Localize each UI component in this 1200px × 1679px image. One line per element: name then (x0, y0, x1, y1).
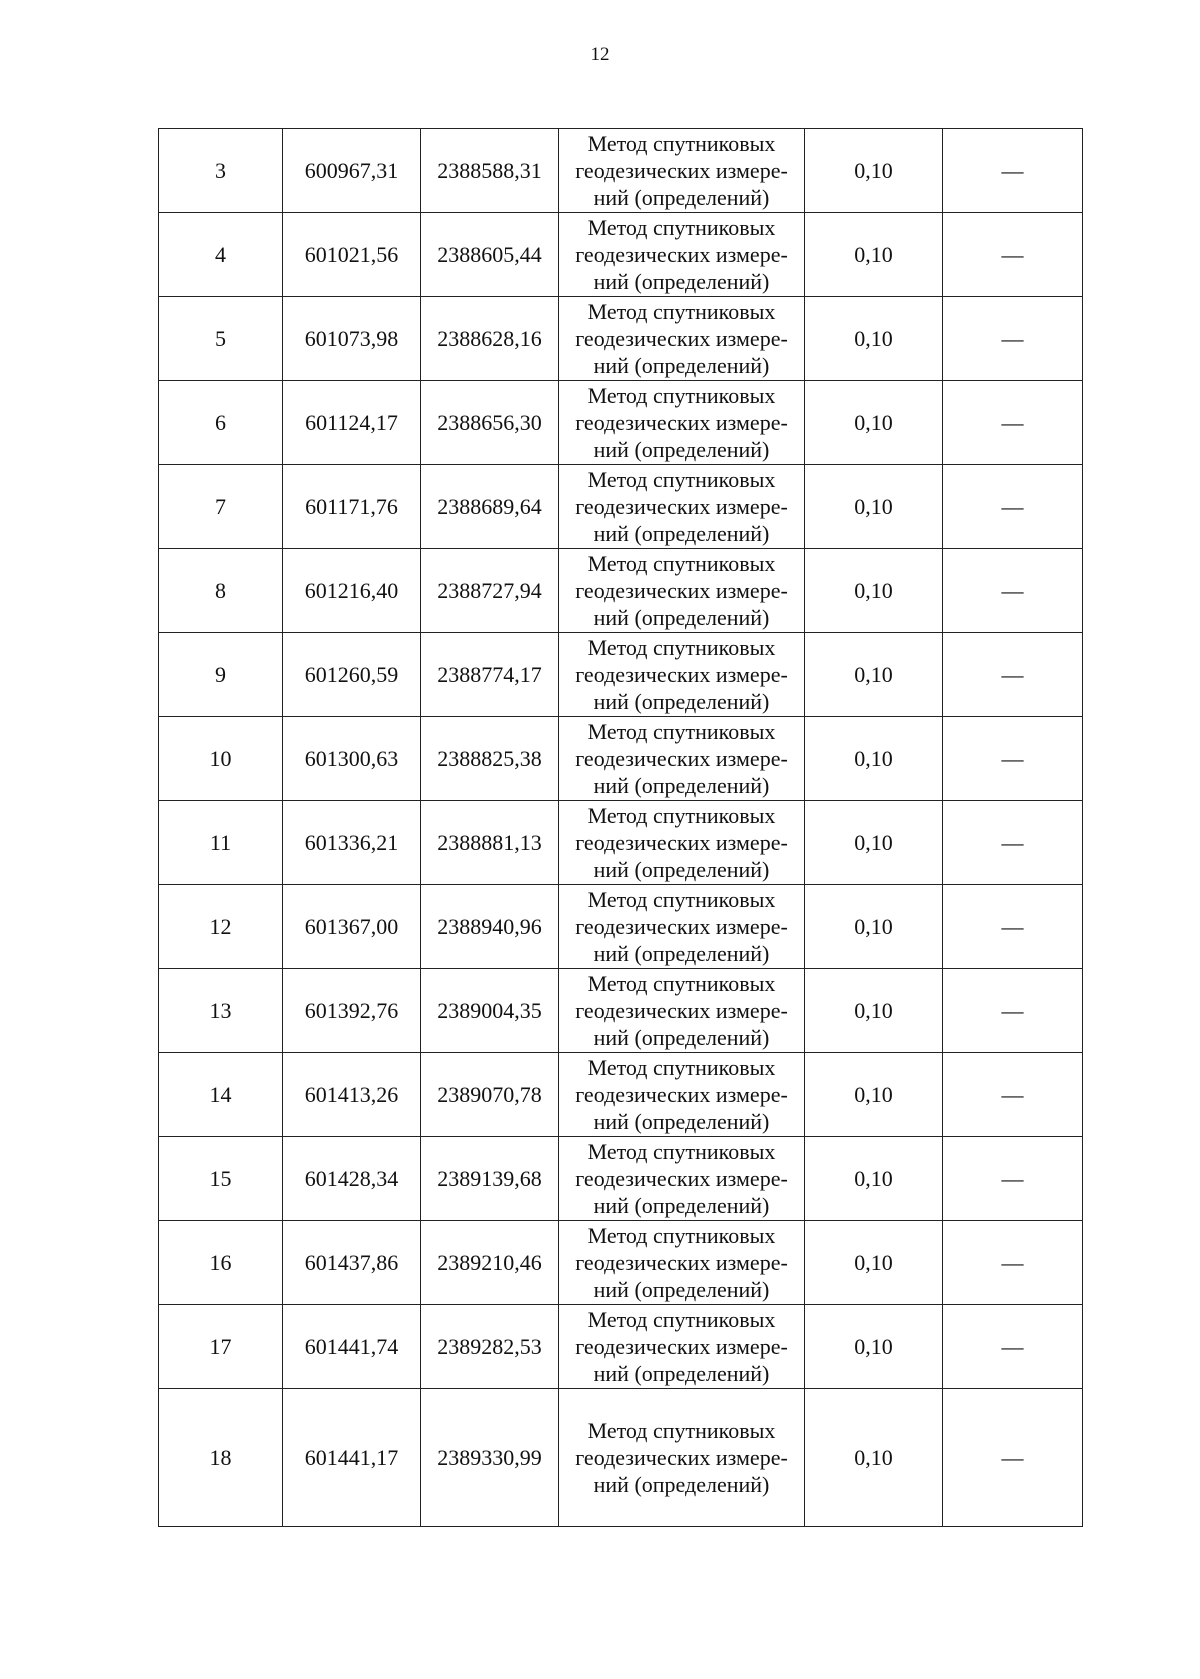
method-cell (559, 297, 805, 381)
x-coordinate-cell: 601216,40 (283, 549, 421, 633)
y-coordinate-cell: 2388689,64 (421, 465, 559, 549)
note-cell: — (943, 1137, 1083, 1221)
method-line: геодезических измере- (575, 1166, 788, 1191)
method-line: Метод спутниковых (587, 1139, 776, 1164)
method-line: геодезических измере- (575, 1334, 788, 1359)
y-coordinate-cell: 2388628,16 (421, 297, 559, 381)
table-row (159, 213, 1083, 297)
y-coordinate-cell: 2389004,35 (421, 969, 559, 1053)
table-row (159, 1137, 1083, 1221)
method-cell (559, 885, 805, 969)
method-cell (559, 1137, 805, 1221)
method-line: ний (определений) (593, 1193, 770, 1218)
note-cell: — (943, 1053, 1083, 1137)
note-cell: — (943, 1305, 1083, 1389)
point-number-cell: 3 (159, 129, 283, 213)
method-line: ний (определений) (593, 1025, 770, 1050)
method-cell (559, 1389, 805, 1527)
note-cell: — (943, 381, 1083, 465)
x-coordinate-cell: 601124,17 (283, 381, 421, 465)
point-number-cell: 4 (159, 213, 283, 297)
method-line: Метод спутниковых (587, 1307, 776, 1332)
note-cell: — (943, 885, 1083, 969)
note-cell: — (943, 129, 1083, 213)
y-coordinate-cell: 2388940,96 (421, 885, 559, 969)
point-number-cell: 15 (159, 1137, 283, 1221)
method-cell (559, 381, 805, 465)
accuracy-cell: 0,10 (805, 1053, 943, 1137)
method-cell (559, 801, 805, 885)
table-row (159, 1305, 1083, 1389)
method-line: геодезических измере- (575, 830, 788, 855)
x-coordinate-cell: 601437,86 (283, 1221, 421, 1305)
method-line: ний (определений) (593, 185, 770, 210)
x-coordinate-cell: 601171,76 (283, 465, 421, 549)
note-cell: — (943, 1389, 1083, 1527)
method-line: геодезических измере- (575, 746, 788, 771)
method-line: геодезических измере- (575, 494, 788, 519)
y-coordinate-cell: 2388605,44 (421, 213, 559, 297)
method-line: ний (определений) (593, 605, 770, 630)
table-row (159, 801, 1083, 885)
method-line: ний (определений) (593, 941, 770, 966)
method-cell (559, 969, 805, 1053)
method-cell (559, 1053, 805, 1137)
method-line: геодезических измере- (575, 1250, 788, 1275)
method-line: ний (определений) (593, 689, 770, 714)
method-line: геодезических измере- (575, 578, 788, 603)
x-coordinate-cell: 600967,31 (283, 129, 421, 213)
table-row (159, 1389, 1083, 1527)
x-coordinate-cell: 601413,26 (283, 1053, 421, 1137)
table-row (159, 885, 1083, 969)
accuracy-cell: 0,10 (805, 213, 943, 297)
note-cell: — (943, 213, 1083, 297)
accuracy-cell: 0,10 (805, 633, 943, 717)
accuracy-cell: 0,10 (805, 129, 943, 213)
accuracy-cell: 0,10 (805, 297, 943, 381)
point-number-cell: 9 (159, 633, 283, 717)
method-line: Метод спутниковых (587, 131, 776, 156)
x-coordinate-cell: 601073,98 (283, 297, 421, 381)
method-cell (559, 465, 805, 549)
note-cell: — (943, 801, 1083, 885)
method-line: Метод спутниковых (587, 215, 776, 240)
page-number: 12 (590, 44, 610, 65)
y-coordinate-cell: 2388727,94 (421, 549, 559, 633)
method-line: ний (определений) (593, 857, 770, 882)
point-number-cell: 10 (159, 717, 283, 801)
x-coordinate-cell: 601392,76 (283, 969, 421, 1053)
note-cell: — (943, 465, 1083, 549)
point-number-cell: 18 (159, 1389, 283, 1527)
method-line: ний (определений) (593, 1277, 770, 1302)
y-coordinate-cell: 2388588,31 (421, 129, 559, 213)
method-line: геодезических измере- (575, 410, 788, 435)
method-line: Метод спутниковых (587, 971, 776, 996)
accuracy-cell: 0,10 (805, 1305, 943, 1389)
table-row (159, 633, 1083, 717)
method-line: ний (определений) (593, 437, 770, 462)
method-line: Метод спутниковых (587, 635, 776, 660)
note-cell: — (943, 969, 1083, 1053)
x-coordinate-cell: 601260,59 (283, 633, 421, 717)
point-number-cell: 7 (159, 465, 283, 549)
method-line: ний (определений) (593, 521, 770, 546)
x-coordinate-cell: 601441,74 (283, 1305, 421, 1389)
method-line: геодезических измере- (575, 662, 788, 687)
point-number-cell: 13 (159, 969, 283, 1053)
table-row (159, 1221, 1083, 1305)
method-line: Метод спутниковых (587, 467, 776, 492)
method-line: Метод спутниковых (587, 299, 776, 324)
table-row (159, 549, 1083, 633)
y-coordinate-cell: 2389210,46 (421, 1221, 559, 1305)
method-line: геодезических измере- (575, 998, 788, 1023)
coordinates-table (158, 128, 1083, 1527)
x-coordinate-cell: 601021,56 (283, 213, 421, 297)
table-row (159, 717, 1083, 801)
y-coordinate-cell: 2389139,68 (421, 1137, 559, 1221)
accuracy-cell: 0,10 (805, 1389, 943, 1527)
method-line: Метод спутниковых (587, 551, 776, 576)
table-row (159, 381, 1083, 465)
method-line: геодезических измере- (575, 242, 788, 267)
point-number-cell: 6 (159, 381, 283, 465)
accuracy-cell: 0,10 (805, 885, 943, 969)
note-cell: — (943, 549, 1083, 633)
y-coordinate-cell: 2388881,13 (421, 801, 559, 885)
method-cell (559, 129, 805, 213)
method-line: ний (определений) (593, 269, 770, 294)
x-coordinate-cell: 601300,63 (283, 717, 421, 801)
method-line: ний (определений) (593, 1109, 770, 1134)
x-coordinate-cell: 601428,34 (283, 1137, 421, 1221)
table-body (159, 129, 1083, 1527)
point-number-cell: 12 (159, 885, 283, 969)
method-line: Метод спутниковых (587, 887, 776, 912)
method-line: Метод спутниковых (587, 803, 776, 828)
method-line: Метод спутниковых (587, 1418, 776, 1443)
method-cell (559, 633, 805, 717)
y-coordinate-cell: 2389282,53 (421, 1305, 559, 1389)
y-coordinate-cell: 2388656,30 (421, 381, 559, 465)
method-cell (559, 1221, 805, 1305)
method-cell (559, 213, 805, 297)
point-number-cell: 16 (159, 1221, 283, 1305)
accuracy-cell: 0,10 (805, 465, 943, 549)
point-number-cell: 14 (159, 1053, 283, 1137)
method-cell (559, 1305, 805, 1389)
table-row (159, 129, 1083, 213)
point-number-cell: 8 (159, 549, 283, 633)
accuracy-cell: 0,10 (805, 717, 943, 801)
method-line: геодезических измере- (575, 326, 788, 351)
accuracy-cell: 0,10 (805, 1137, 943, 1221)
note-cell: — (943, 717, 1083, 801)
method-cell (559, 717, 805, 801)
table-row (159, 465, 1083, 549)
y-coordinate-cell: 2389330,99 (421, 1389, 559, 1527)
method-line: Метод спутниковых (587, 1223, 776, 1248)
method-line: Метод спутниковых (587, 383, 776, 408)
x-coordinate-cell: 601441,17 (283, 1389, 421, 1527)
method-line: ний (определений) (593, 1472, 770, 1497)
y-coordinate-cell: 2388774,17 (421, 633, 559, 717)
method-line: геодезических измере- (575, 914, 788, 939)
method-line: ний (определений) (593, 1361, 770, 1386)
method-line: геодезических измере- (575, 1082, 788, 1107)
accuracy-cell: 0,10 (805, 549, 943, 633)
y-coordinate-cell: 2389070,78 (421, 1053, 559, 1137)
note-cell: — (943, 297, 1083, 381)
note-cell: — (943, 633, 1083, 717)
point-number-cell: 17 (159, 1305, 283, 1389)
table-row (159, 297, 1083, 381)
accuracy-cell: 0,10 (805, 801, 943, 885)
method-line: Метод спутниковых (587, 1055, 776, 1080)
note-cell: — (943, 1221, 1083, 1305)
method-line: ний (определений) (593, 773, 770, 798)
accuracy-cell: 0,10 (805, 969, 943, 1053)
accuracy-cell: 0,10 (805, 1221, 943, 1305)
method-cell (559, 549, 805, 633)
x-coordinate-cell: 601336,21 (283, 801, 421, 885)
table-row (159, 969, 1083, 1053)
y-coordinate-cell: 2388825,38 (421, 717, 559, 801)
table-row (159, 1053, 1083, 1137)
x-coordinate-cell: 601367,00 (283, 885, 421, 969)
method-line: ний (определений) (593, 353, 770, 378)
method-line: Метод спутниковых (587, 719, 776, 744)
method-line: геодезических измере- (575, 158, 788, 183)
method-line: геодезических измере- (575, 1445, 788, 1470)
point-number-cell: 5 (159, 297, 283, 381)
accuracy-cell: 0,10 (805, 381, 943, 465)
point-number-cell: 11 (159, 801, 283, 885)
